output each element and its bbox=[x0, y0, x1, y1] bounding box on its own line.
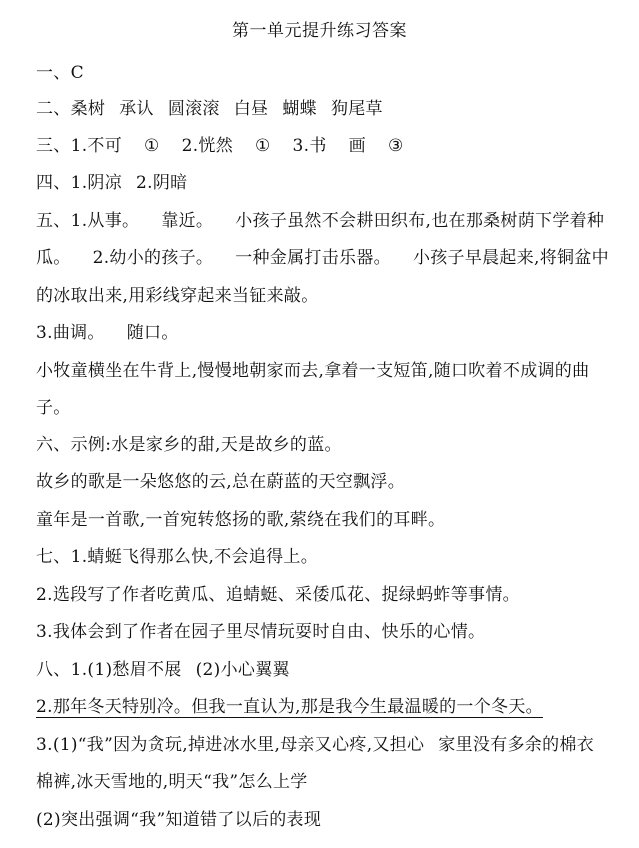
section-4-answer bbox=[36, 168, 187, 193]
section-8-line-1 bbox=[36, 655, 290, 680]
section-3-item: 画 bbox=[348, 136, 366, 156]
section-8-text: 3.(1)“我”因为贪玩,掉进冰水里,母亲又心疼,又担心 bbox=[36, 735, 425, 755]
section-3-item: 3.书 bbox=[292, 136, 327, 156]
section-8-line-5: (2)突出强调“我”知道错了以后的表现 bbox=[36, 810, 322, 830]
section-5-text: 一种金属打击乐器。 bbox=[235, 248, 391, 268]
section-5-line-5: 小牧童横坐在牛背上,慢慢地朝家而去,拿着一支短笛,随口吹着不成调的曲 bbox=[36, 361, 590, 381]
section-5-text: 随口。 bbox=[126, 323, 179, 343]
section-3-answer bbox=[36, 131, 404, 156]
section-4-item: 1.阴凉 bbox=[70, 173, 123, 193]
section-8-text: 八、1.(1)愁眉不展 bbox=[36, 660, 182, 680]
section-3-item: ① bbox=[255, 136, 271, 156]
section-5-text: 五、1.从事。 bbox=[36, 211, 140, 231]
section-6-line-3: 童年是一首歌,一首宛转悠扬的歌,萦绕在我们的耳畔。 bbox=[36, 510, 446, 530]
section-8-line-3 bbox=[36, 730, 594, 755]
section-1-answer: 一、C bbox=[36, 63, 84, 83]
section-5-line-3: 的冰取出来,用彩线穿起来当钲来敲。 bbox=[36, 286, 319, 306]
section-6-line-2: 故乡的歌是一朵悠悠的云,总在蔚蓝的天空飘浮。 bbox=[36, 472, 406, 492]
section-8-text: 家里没有多余的棉衣 bbox=[438, 735, 594, 755]
section-5-text: 瓜。 bbox=[36, 248, 71, 268]
section-8-text: (2)小心翼翼 bbox=[195, 660, 290, 680]
section-2-word: 圆滚滚 bbox=[167, 99, 220, 119]
section-2-answer bbox=[36, 94, 383, 119]
section-5-line-4 bbox=[36, 318, 179, 343]
section-5-line-1 bbox=[36, 206, 604, 231]
section-7-line-1: 七、1.蜻蜓飞得那么快,不会追得上。 bbox=[36, 547, 319, 567]
section-2-word: 桑树 bbox=[70, 99, 106, 119]
section-2-word: 狗尾草 bbox=[330, 99, 383, 119]
section-3-prefix: 三、 bbox=[36, 136, 71, 156]
section-4-item: 2.阴暗 bbox=[136, 173, 188, 193]
section-8-line-4: 棉裤,冰天雪地的,明天“我”怎么上学 bbox=[36, 772, 308, 792]
section-3-item: ① bbox=[144, 136, 160, 156]
section-5-line-6: 子。 bbox=[36, 398, 71, 418]
section-8-line-2-underlined: 2.那年冬天特别冷。但我一直认为,那是我今生最温暖的一个冬天。 bbox=[36, 697, 543, 717]
section-7-line-3: 3.我体会到了作者在园子里尽情玩耍时自由、快乐的心情。 bbox=[36, 622, 486, 642]
section-3-item: 1.不可 bbox=[70, 136, 123, 156]
section-2-word: 白昼 bbox=[233, 99, 269, 119]
section-5-text: 3.曲调。 bbox=[36, 323, 105, 343]
section-6-line-1: 六、示例:水是家乡的甜,天是故乡的蓝。 bbox=[36, 435, 342, 455]
section-2-prefix: 二、 bbox=[36, 99, 71, 119]
section-5-line-2 bbox=[36, 243, 609, 268]
section-2-word: 蝴蝶 bbox=[282, 99, 317, 119]
section-5-text: 2.幼小的孩子。 bbox=[92, 248, 214, 268]
section-5-text: 小孩子虽然不会耕田织布,也在那桑树荫下学着种 bbox=[235, 211, 605, 231]
page-title: 第一单元提升练习答案 bbox=[232, 21, 407, 41]
section-2-word: 承认 bbox=[119, 99, 154, 119]
section-3-item: ③ bbox=[387, 136, 404, 156]
section-5-text: 小孩子早晨起来,将铜盆中 bbox=[412, 248, 609, 268]
section-7-line-2: 2.选段写了作者吃黄瓜、追蜻蜓、采倭瓜花、捉绿蚂蚱等事情。 bbox=[36, 585, 520, 605]
section-3-item: 2.恍然 bbox=[181, 136, 233, 156]
section-5-text: 靠近。 bbox=[161, 211, 214, 231]
section-4-prefix: 四、 bbox=[36, 173, 71, 193]
